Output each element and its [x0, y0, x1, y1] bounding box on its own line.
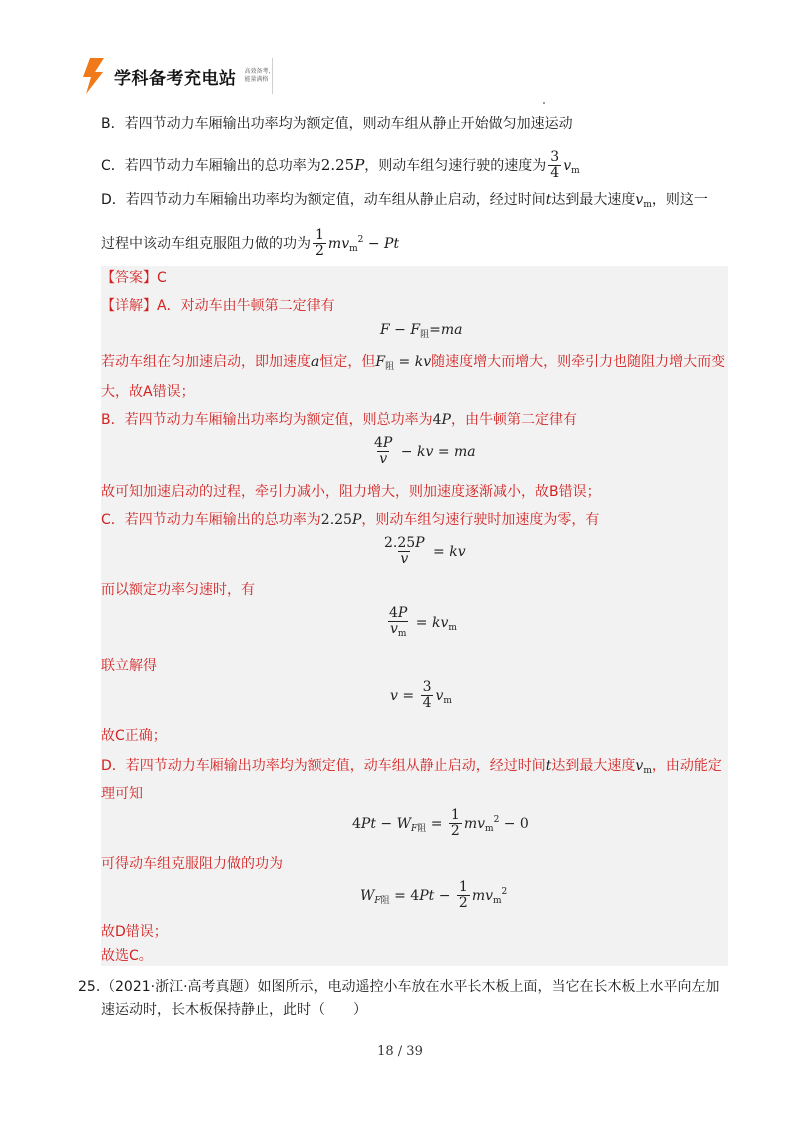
- brand-name: 学科备考充电站: [114, 68, 237, 89]
- detail-c-intro: C．若四节动力车厢输出的总功率为2.25P，则动车组匀速行驶时加速度为零，有: [101, 512, 600, 528]
- detail-c-conclusion: 故C正确；: [101, 728, 167, 744]
- detail-d-conclusion: 故D错误；: [101, 924, 168, 940]
- equation-d2: $W_{F阻} = 4Pt$ − $\frac{1}{2}$ $mv_m^2$: [360, 879, 508, 912]
- detail-d-text2: 可得动车组克服阻力做的功为: [101, 856, 283, 872]
- option-d-line2: 过程中该动车组克服阻力做的功为 $\frac{1}{2}$ $mv_m^2 - Pt$: [101, 227, 400, 260]
- brand-header: [78, 56, 270, 96]
- detail-d-intro: D．若四节动力车厢输出功率均为额定值，动车组从静止启动，经过时间t达到最大速度$v_m$，由动能定: [101, 758, 722, 776]
- brand-slogan: 高效备考, 能量满格: [244, 68, 271, 83]
- detail-b-intro: B．若四节动力车厢输出功率均为额定值，则总功率为4P，由牛顿第二定律有: [101, 412, 577, 428]
- question-25: 25. （2021·浙江·高考真题）如图所示，电动遥控小车放在水平长木板上面，当它在长木板上水平向左加: [78, 979, 720, 995]
- lightning-logo-icon: [78, 57, 108, 95]
- page-number: 18 / 39: [377, 1044, 423, 1059]
- equation-c3: v = $\frac{3}{4}$ $v_m$: [390, 679, 452, 712]
- detail-a-text1: 若动车组在匀加速启动，即加速度a恒定，但$F_阻$ = kv随速度增大而增大，则牵引力也随阻力增大而变: [101, 354, 726, 372]
- detail-c-text2: 而以额定功率匀速时，有: [101, 582, 255, 598]
- equation-c1: $\frac{2.25P}{v}$ = kv: [384, 535, 466, 568]
- option-d-line1: D．若四节动力车厢输出功率均为额定值，动车组从静止启动，经过时间t达到最大速度$v_m$，则这一: [101, 192, 708, 210]
- header-divider: [272, 58, 273, 94]
- decorative-dot: [543, 102, 545, 104]
- detail-a-intro: 【详解】A．对动车由牛顿第二定律有: [101, 298, 335, 314]
- equation-d1: $4Pt - W_{F阻}$ = $\frac{1}{2}$ $mv_m^2 - 0$: [352, 807, 529, 840]
- detail-a-text2: 大，故A错误；: [101, 384, 195, 400]
- answer-label: 【答案】C: [101, 270, 167, 286]
- question-25-line2: 速运动时，长木板保持静止，此时（ ）: [101, 1002, 367, 1018]
- final-choice: 故选C。: [101, 948, 153, 964]
- equation-b: $\frac{4P}{v}$ − kv = ma: [374, 435, 476, 468]
- equation-c2: $\frac{4P}{v_m}$ = $kv_m$: [389, 605, 457, 640]
- detail-d-intro2: 理可知: [101, 786, 143, 802]
- equation-a: $F - F_阻=ma$: [380, 322, 463, 340]
- option-b: B．若四节动力车厢输出功率均为额定值，则动车组从静止开始做匀加速运动: [101, 116, 573, 132]
- detail-b-conclusion: 故可知加速启动的过程，牵引力减小，阻力增大，则加速度逐渐减小，故B错误；: [101, 484, 601, 500]
- detail-c-text3: 联立解得: [101, 658, 157, 674]
- option-c: C．若四节动力车厢输出的总功率为2.25P，则动车组匀速行驶的速度为 $\frac{3}{4}$ $v_m$: [101, 149, 580, 182]
